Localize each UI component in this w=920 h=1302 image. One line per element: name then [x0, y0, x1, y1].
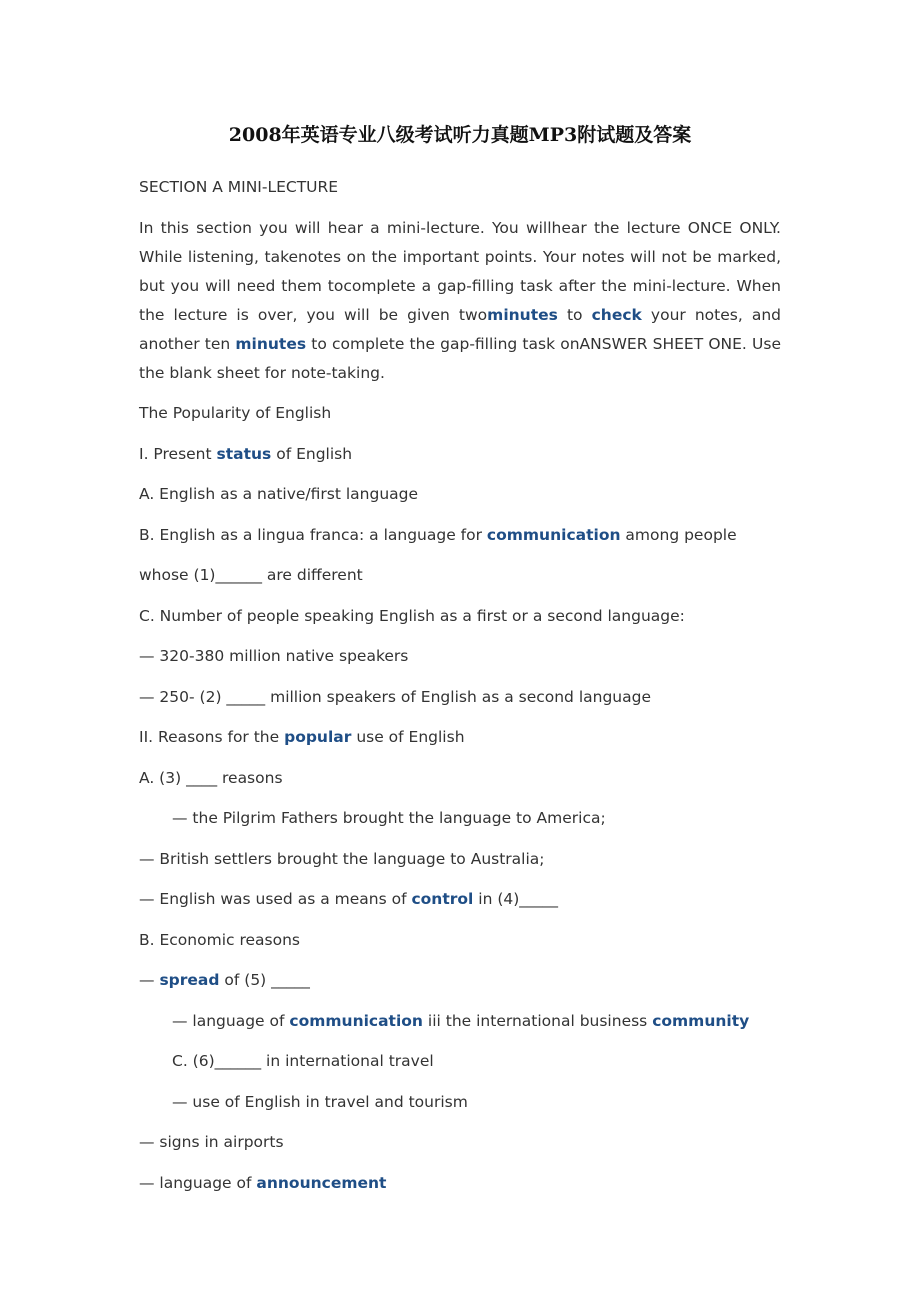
intro-text-3: your notes, and another ten — [139, 305, 782, 353]
outline-line — [139, 1007, 781, 1036]
keyword-link-announcement[interactable]: announcement — [256, 1173, 387, 1192]
document-title: 2008年英语专业八级考试听力真题MP3附试题及答案 — [228, 124, 692, 146]
outline-line: C. Number of people speaking English as a first or a second language: — [139, 606, 685, 625]
keyword-link-control[interactable]: control — [411, 890, 474, 908]
outline-line: A. (3) ____ reasons — [139, 768, 283, 787]
outline-line — [139, 521, 781, 550]
keyword-link-spread[interactable]: spread — [159, 971, 220, 989]
outline-line: C. (6)______ in international travel — [172, 1052, 434, 1070]
keyword-link-check[interactable]: check — [591, 305, 642, 324]
line-text: — language of — [139, 1173, 257, 1192]
line-text: — — [139, 971, 160, 989]
outline-line: — use of English in travel and tourism — [172, 1092, 468, 1111]
outline-line: A. English as a native/first language — [139, 485, 419, 503]
line-text: — language of — [172, 1011, 290, 1030]
line-text: iii the international business — [422, 1011, 653, 1030]
keyword-link-communication-2[interactable]: communication — [289, 1011, 423, 1030]
outline-line: whose (1)______ are different — [139, 566, 363, 584]
keyword-link-minutes[interactable]: minutes — [487, 305, 558, 324]
line-text: among people — [620, 525, 737, 544]
line-text: use of English — [351, 728, 465, 746]
line-text: I. Present — [139, 444, 217, 463]
outline-line — [139, 885, 781, 914]
lecture-topic: The Popularity of English — [139, 404, 332, 422]
outline-line — [139, 440, 781, 469]
outline-line — [139, 1169, 781, 1198]
outline-line: — signs in airports — [139, 1133, 284, 1151]
document-page — [139, 120, 781, 1209]
line-text: — English was used as a means of — [139, 890, 412, 908]
outline-line: — British settlers brought the language to Australia; — [139, 849, 545, 868]
intro-paragraph — [139, 214, 781, 388]
line-text: B. English as a lingua franca: a language for — [139, 525, 487, 544]
outline-line: — 250- (2) _____ million speakers of English as a second language — [139, 687, 651, 706]
outline-line: — 320-380 million native speakers — [139, 647, 409, 665]
intro-text-2: to — [557, 305, 592, 324]
outline-line: B. Economic reasons — [139, 930, 300, 949]
keyword-link-popular[interactable]: popular — [284, 728, 352, 746]
section-heading: SECTION A MINI-LECTURE — [139, 178, 339, 196]
keyword-link-community[interactable]: community — [652, 1011, 750, 1030]
line-text: II. Reasons for the — [139, 728, 285, 746]
outline-line — [139, 723, 781, 752]
intro-text-1: In this section you will hear a mini-lecture. You willhear the lecture ONCE ONLY. While listening, takenotes on the important points. Your notes will not be marked, but you will need them tocomplete a gap-filling task after the mini-lecture. When the lecture is over, you will be given two — [139, 218, 781, 324]
outline-line: — the Pilgrim Fathers brought the language to America; — [172, 809, 606, 827]
line-text: in (4)_____ — [473, 890, 559, 908]
keyword-link-status[interactable]: status — [216, 444, 272, 463]
keyword-link-communication[interactable]: communication — [486, 525, 621, 544]
intro-text-4: to complete the gap-filling task onANSWER SHEET ONE. Use the blank sheet for note-taking. — [139, 334, 781, 382]
line-text: of (5) _____ — [219, 971, 310, 989]
outline-line — [139, 966, 781, 995]
line-text: of English — [271, 444, 353, 463]
keyword-link-minutes-2[interactable]: minutes — [235, 334, 307, 353]
